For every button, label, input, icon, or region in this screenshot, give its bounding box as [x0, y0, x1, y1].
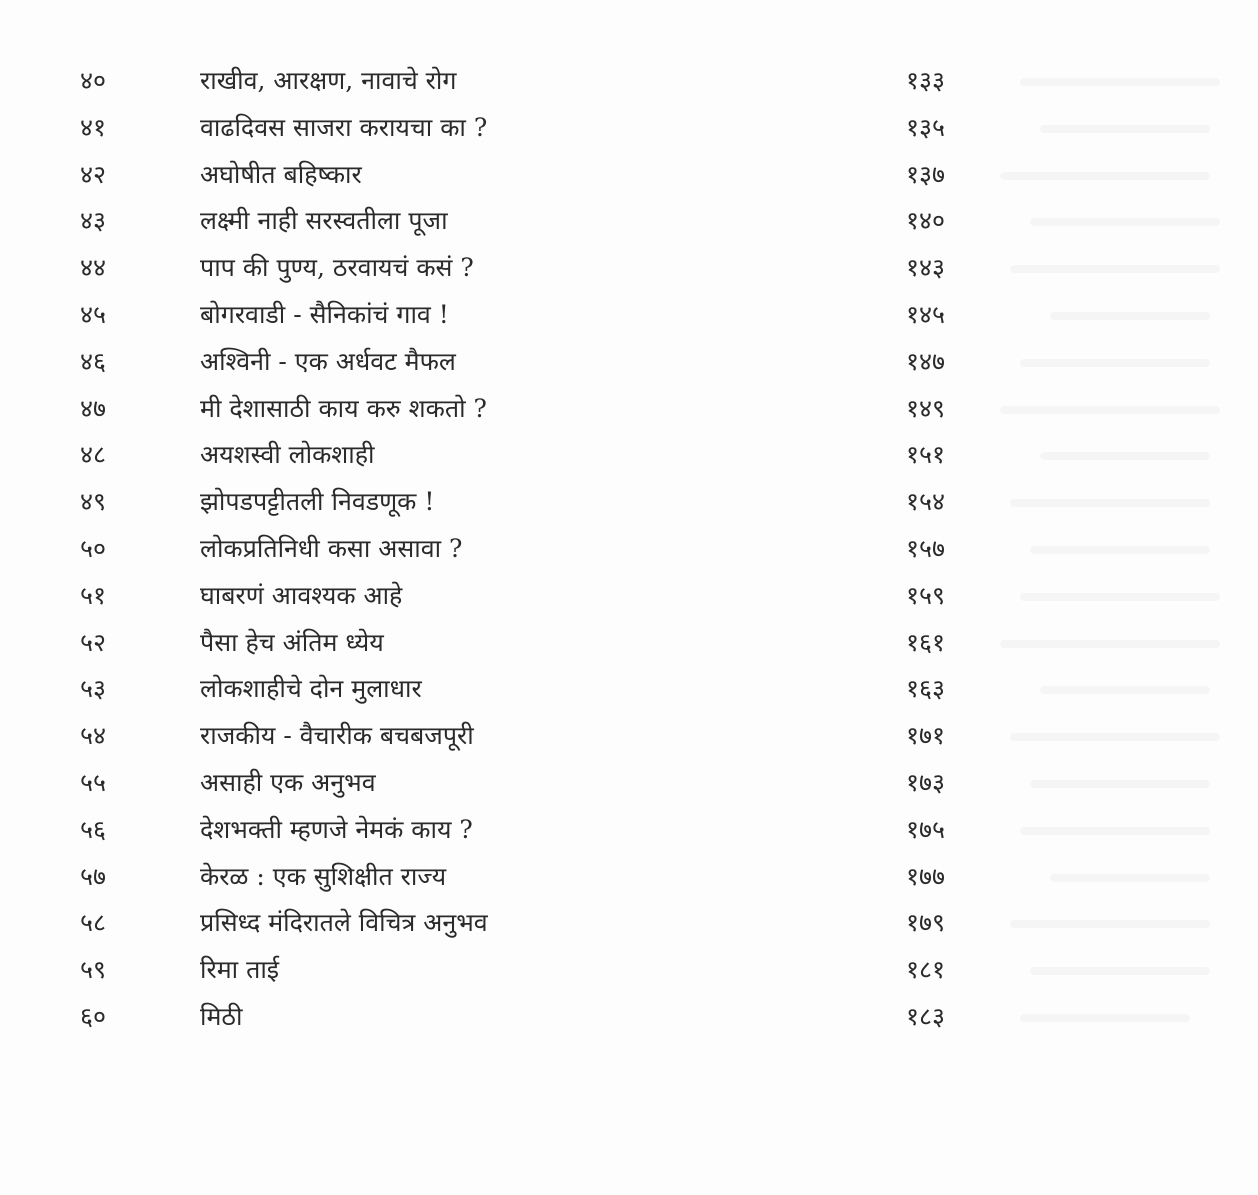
chapter-number: ४२: [80, 159, 107, 189]
chapter-number: ५१: [80, 580, 107, 610]
chapter-title: केरळ : एक सुशिक्षीत राज्य: [200, 861, 447, 891]
page-number: १७९: [906, 908, 946, 938]
toc-row: [0, 479, 1258, 526]
chapter-title: मी देशासाठी काय करु शकतो ?: [200, 393, 487, 423]
chapter-title: लोकशाहीचे दोन मुलाधार: [200, 674, 422, 704]
toc-row: [0, 900, 1258, 947]
page-number: १७५: [906, 814, 946, 844]
toc-row: [0, 152, 1258, 199]
chapter-title: लोकप्रतिनिधी कसा असावा ?: [200, 533, 463, 563]
chapter-number: ४५: [80, 299, 107, 329]
chapter-title: असाही एक अनुभव: [200, 767, 376, 797]
chapter-title: पाप की पुण्य, ठरवायचं कसं ?: [200, 253, 474, 283]
toc-row: [0, 292, 1258, 339]
chapter-number: ५७: [80, 861, 107, 891]
chapter-title: राजकीय - वैचारीक बचबजपूरी: [200, 721, 474, 751]
toc-row: [0, 432, 1258, 479]
chapter-number: ५४: [80, 721, 107, 751]
toc-row: [0, 713, 1258, 760]
chapter-title: घाबरणं आवश्यक आहे: [200, 580, 403, 610]
chapter-title: देशभक्ती म्हणजे नेमकं काय ?: [200, 814, 473, 844]
chapter-title: अश्विनी - एक अर्धवट मैफल: [200, 346, 456, 376]
page-number: १४९: [906, 393, 946, 423]
page-number: १३५: [906, 112, 946, 142]
chapter-number: ५६: [80, 814, 107, 844]
page-number: १७१: [906, 721, 946, 751]
toc-row: [0, 854, 1258, 901]
chapter-number: ४३: [80, 206, 107, 236]
page-number: १६३: [906, 674, 946, 704]
chapter-title: रिमा ताई: [200, 955, 280, 985]
page-number: १४३: [906, 253, 946, 283]
toc-row: [0, 105, 1258, 152]
chapter-number: ५३: [80, 674, 107, 704]
chapter-number: ४६: [80, 346, 107, 376]
chapter-title: मिठी: [200, 1001, 243, 1031]
toc-row: [0, 666, 1258, 713]
page-number: १५४: [906, 487, 946, 517]
toc-row: [0, 58, 1258, 105]
page-number: १३३: [906, 66, 946, 95]
page-number: १८१: [906, 955, 946, 985]
page-number: १४०: [906, 206, 946, 236]
toc-row: [0, 198, 1258, 245]
chapter-number: ६०: [80, 1001, 107, 1031]
chapter-number: ५०: [80, 533, 107, 563]
toc-row: [0, 620, 1258, 667]
page-number: १५१: [906, 440, 946, 470]
toc-row: [0, 947, 1258, 994]
toc-row: [0, 245, 1258, 292]
toc-row: [0, 526, 1258, 573]
chapter-number: ४०: [80, 66, 107, 95]
toc-row: [0, 807, 1258, 854]
page-number: १५९: [906, 580, 946, 610]
chapter-number: ४१: [80, 112, 107, 142]
page-number: १४५: [906, 299, 946, 329]
toc-row: [0, 994, 1258, 1041]
chapter-title: वाढदिवस साजरा करायचा का ?: [200, 112, 488, 142]
chapter-number: ५८: [80, 908, 107, 938]
chapter-title: झोपडपट्टीतली निवडणूक !: [200, 487, 435, 517]
page-number: १७७: [906, 861, 946, 891]
chapter-number: ५२: [80, 627, 107, 657]
chapter-title: अयशस्वी लोकशाही: [200, 440, 375, 470]
chapter-title: अघोषीत बहिष्कार: [200, 159, 362, 189]
chapter-number: ४७: [80, 393, 107, 423]
chapter-title: प्रसिध्द मंदिरातले विचित्र अनुभव: [200, 908, 488, 938]
page-number: १६१: [906, 627, 946, 657]
toc-row: [0, 339, 1258, 386]
chapter-title: बोगरवाडी - सैनिकांचं गाव !: [200, 299, 449, 329]
chapter-title: पैसा हेच अंतिम ध्येय: [200, 627, 384, 657]
toc-row: [0, 386, 1258, 433]
chapter-title: लक्ष्मी नाही सरस्वतीला पूजा: [200, 206, 448, 236]
chapter-number: ५९: [80, 955, 107, 985]
page-number: १४७: [906, 346, 946, 376]
table-of-contents: [0, 58, 1258, 1041]
page-number: १८३: [906, 1001, 946, 1031]
page-number: १५७: [906, 533, 946, 563]
chapter-title: राखीव, आरक्षण, नावाचे रोग: [200, 66, 457, 95]
chapter-number: ५५: [80, 767, 107, 797]
chapter-number: ४९: [80, 487, 107, 517]
toc-row: [0, 573, 1258, 620]
toc-row: [0, 760, 1258, 807]
chapter-number: ४४: [80, 253, 107, 283]
page-number: १३७: [906, 159, 946, 189]
chapter-number: ४८: [80, 440, 107, 470]
page-number: १७३: [906, 767, 946, 797]
